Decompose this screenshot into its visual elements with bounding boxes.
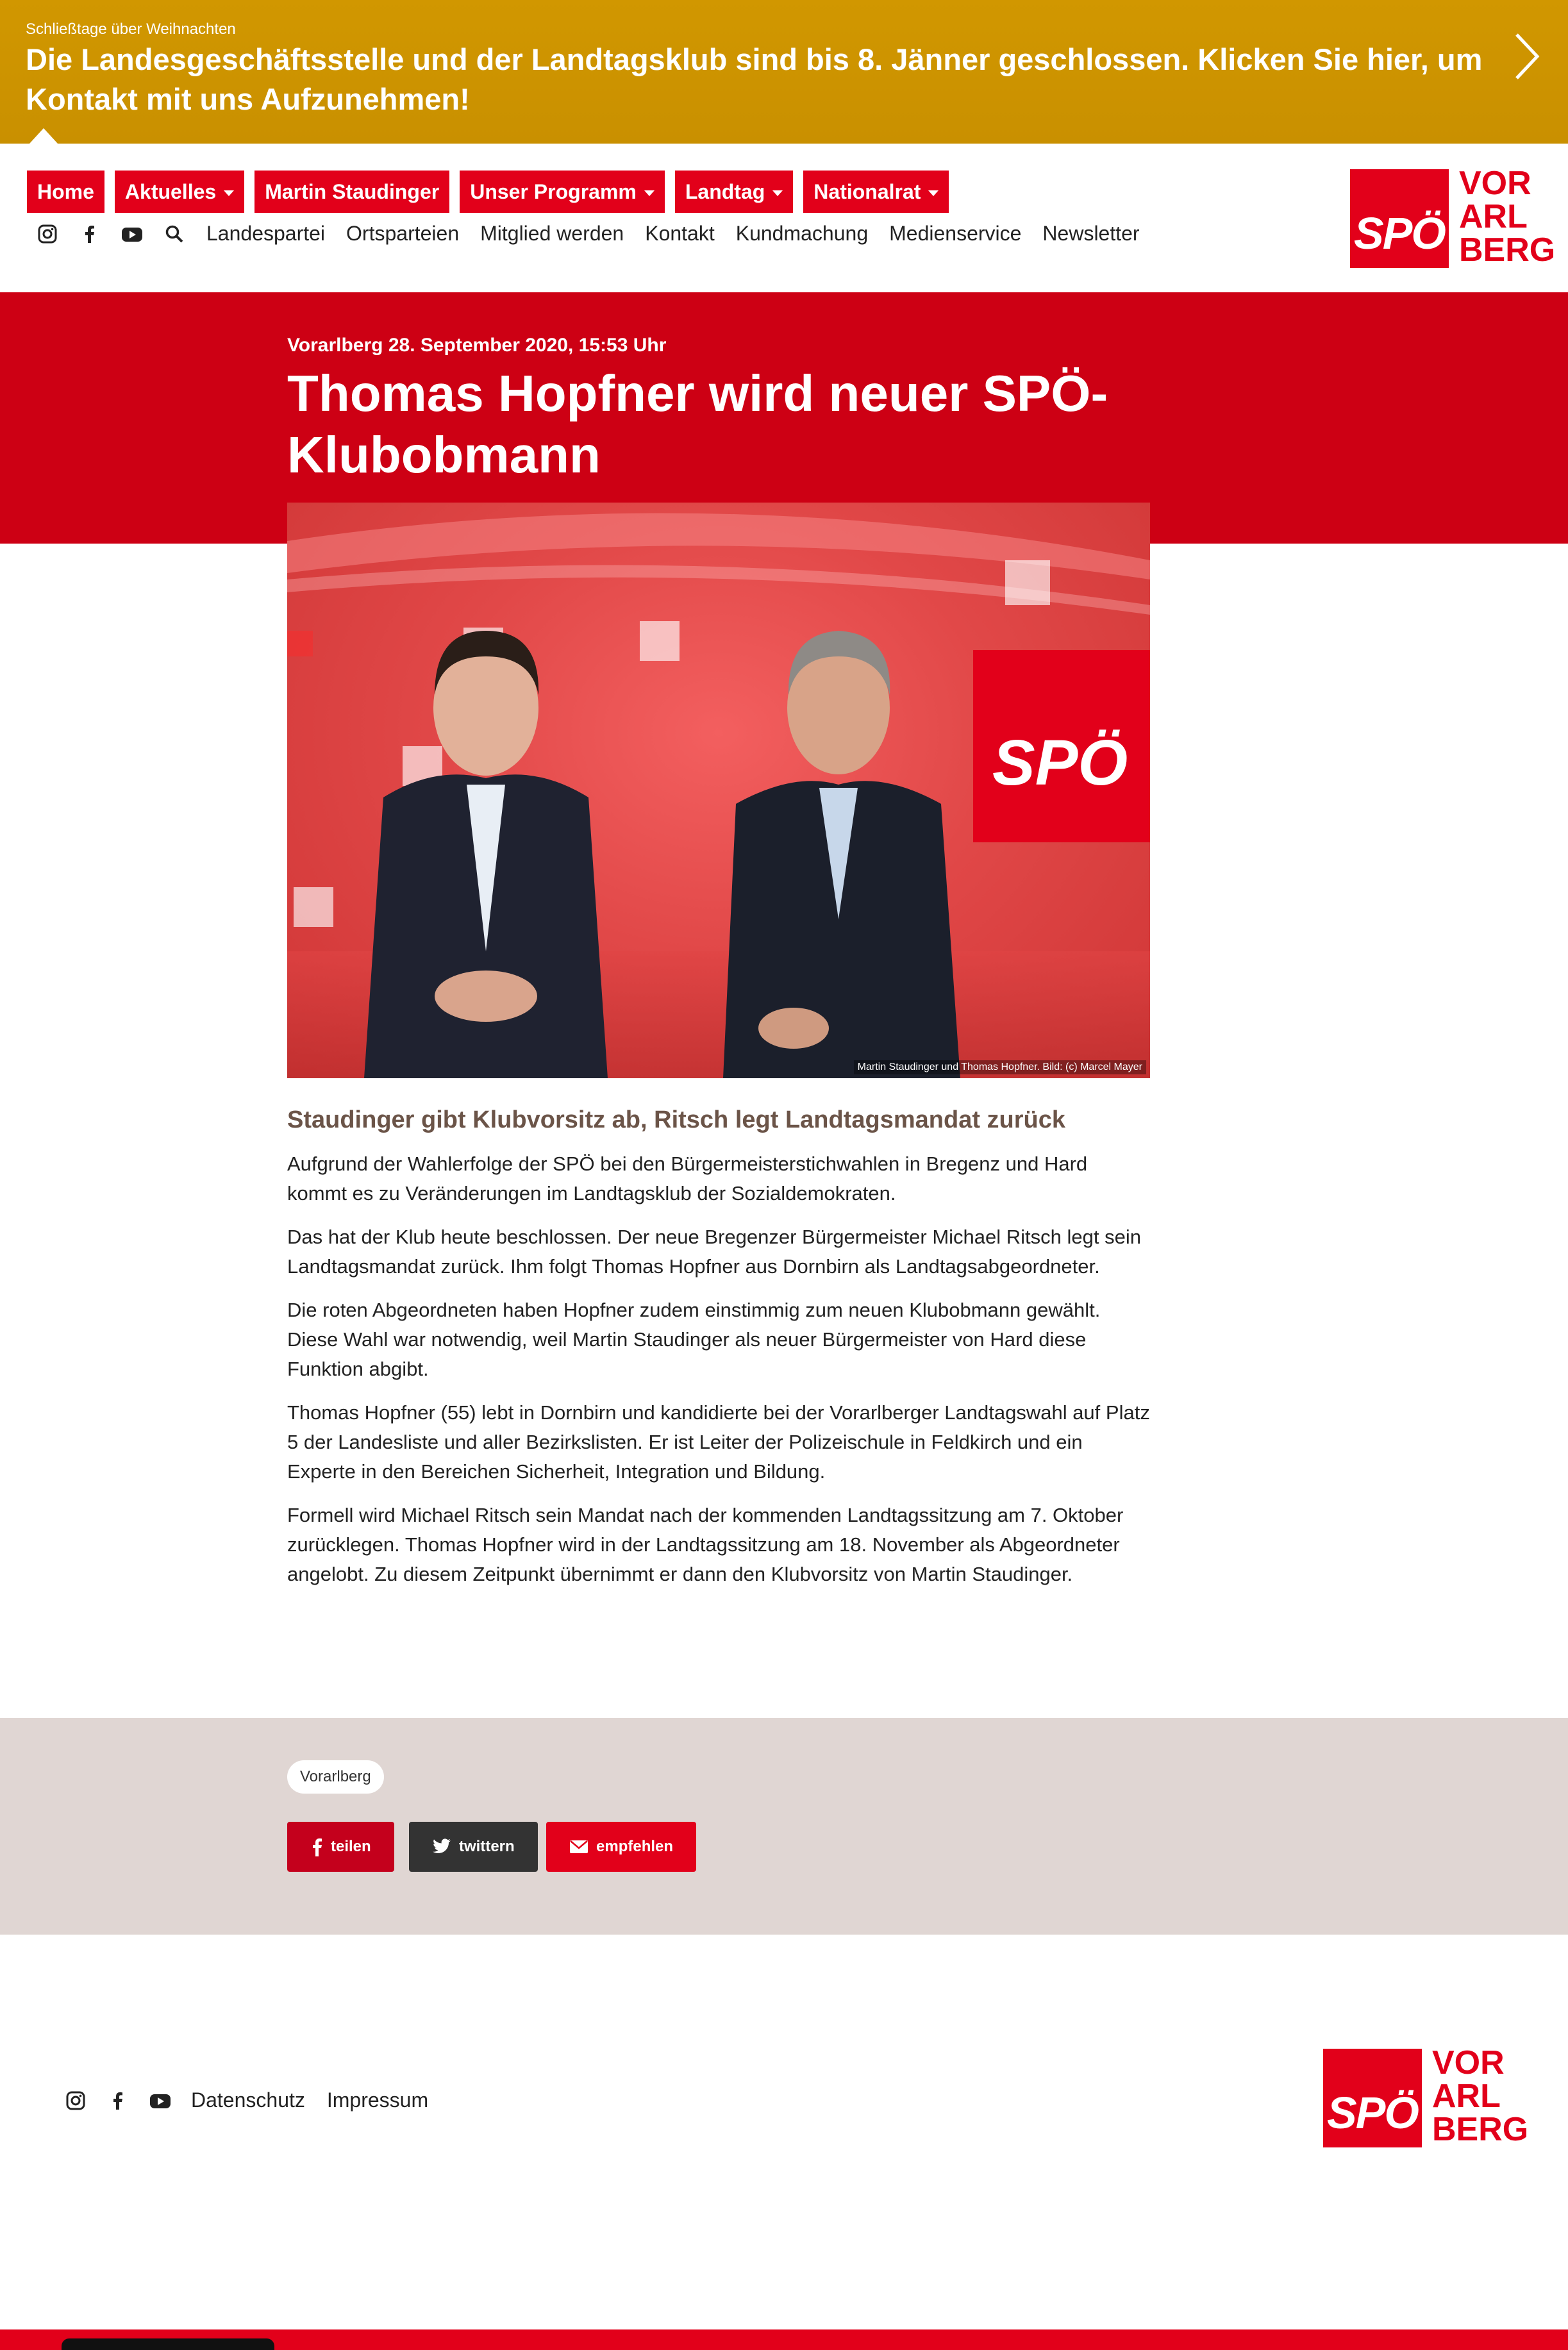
caret-down-icon [928, 190, 938, 196]
banner-text[interactable]: Die Landesgeschäftsstelle und der Landtagsklub sind bis 8. Jänner geschlossen. Klicken Sie hier, um Kontakt mit uns Aufzunehmen! [26, 42, 1483, 116]
article-subhead: Staudinger gibt Klubvorsitz ab, Ritsch legt Landtagsmandat zurück [287, 1106, 1066, 1133]
subnav-newsletter[interactable]: Newsletter [1042, 222, 1140, 245]
footer-links [64, 2088, 450, 2112]
article-title: Thomas Hopfner wird neuer SPÖ-Klubobmann [287, 365, 1108, 483]
nav-label: Home [37, 180, 94, 203]
article-photo [287, 503, 1150, 1078]
instagram-icon[interactable] [64, 2089, 87, 2112]
photo-caption: Martin Staudinger und Thomas Hopfner. Bild: (c) Marcel Mayer [854, 1060, 1146, 1074]
subnav-ortsparteien[interactable]: Ortsparteien [346, 222, 460, 245]
logo-word-3: BERG [1432, 2111, 1529, 2148]
nav-home[interactable] [27, 171, 104, 213]
share-label: teilen [331, 1838, 371, 1855]
article-paragraph: Aufgrund der Wahlerfolge der SPÖ bei den Bürgermeisterstichwahlen in Bregenz und Hard kommt es zu Veränderungen im Landtagsklub der Sozialdemokraten. [287, 1153, 1088, 1204]
tag-vorarlberg[interactable]: Vorarlberg [287, 1760, 384, 1794]
article-paragraph: Die roten Abgeordneten haben Hopfner zudem einstimmig zum neuen Klubobmann gewählt. Diese Wahl war notwendig, weil Martin Staudinger als neuer Bürgermeister von Hard diese Funktion abgibt. [287, 1299, 1101, 1380]
envelope-icon [569, 1840, 588, 1854]
facebook-icon [310, 1837, 323, 1856]
nav-nationalrat[interactable] [803, 171, 949, 213]
instagram-icon[interactable] [36, 222, 59, 246]
nav-aktuelles[interactable] [115, 171, 244, 213]
nav-label: Martin Staudinger [265, 180, 440, 203]
article-paragraph: Das hat der Klub heute beschlossen. Der neue Bregenzer Bürgermeister Michael Ritsch legt sein Landtagsmandat zurück. Ihm folgt Thomas Hopfner aus Dornbirn als Landtagsabgeordneter. [287, 1226, 1141, 1278]
youtube-icon[interactable] [149, 2089, 172, 2112]
nav-label: Landtag [685, 180, 765, 203]
article-dateline: Vorarlberg 28. September 2020, 15:53 Uhr [287, 335, 667, 356]
banner-notch [29, 128, 58, 144]
nav-martin-staudinger[interactable] [254, 171, 449, 213]
logo-mark [1350, 169, 1449, 268]
search-icon[interactable] [163, 222, 186, 246]
logo-word-2: ARL [1459, 198, 1528, 235]
facebook-icon[interactable] [106, 2089, 129, 2112]
logo-word-1: VOR [1432, 2044, 1505, 2081]
footer-spoe-vorarlberg-logo[interactable] [1323, 2044, 1529, 2151]
article-paragraph: Thomas Hopfner (55) lebt in Dornbirn und kandidierte bei der Vorarlberger Landtagswahl auf Platz 5 der Landesliste und aller Bezirkslisten. Er ist Leiter der Polizeischule in Feldkirch und ein Experte in den Bereichen Sicherheit, Integration und Bildung. [287, 1401, 1150, 1483]
subnav-medienservice[interactable]: Medienservice [889, 222, 1022, 245]
logo-word-3: BERG [1459, 231, 1556, 269]
logo-mark-text: SPÖ [1354, 208, 1445, 258]
subnav-landespartei[interactable]: Landespartei [206, 222, 326, 245]
caret-down-icon [772, 190, 783, 196]
article-paragraph: Formell wird Michael Ritsch sein Mandat nach der kommenden Landtagssitzung am 7. Oktober zurücklegen. Thomas Hopfner wird in der Landtagssitzung am 18. November als Abgeordneter angelobt. Zu diesem Zeitpunkt übernimmt er dann den Klubvorsitz von Martin Staudinger. [287, 1504, 1124, 1585]
logo-word-2: ARL [1432, 2078, 1501, 2115]
person-staudinger [364, 631, 608, 1078]
announcement-banner[interactable] [0, 0, 1568, 144]
svg-text:SPÖ: SPÖ [992, 727, 1128, 799]
subnav-mitglied-werden[interactable]: Mitglied werden [480, 222, 624, 245]
logo-word-1: VOR [1459, 165, 1531, 202]
nav-label: Nationalrat [813, 180, 921, 203]
nav-label: Unser Programm [470, 180, 637, 203]
email-share-button[interactable] [546, 1822, 696, 1872]
nav-landtag[interactable] [675, 171, 793, 213]
twitter-share-button[interactable] [409, 1822, 538, 1872]
twitter-icon [432, 1838, 451, 1855]
share-section [0, 1718, 1568, 1935]
chevron-right-icon[interactable] [1510, 31, 1542, 82]
article-body [287, 1106, 1150, 1603]
nav-unser-programm[interactable] [460, 171, 665, 213]
spoe-vorarlberg-logo[interactable] [1350, 165, 1556, 272]
logo-mark [1323, 2049, 1422, 2147]
caret-down-icon [644, 190, 655, 196]
photo-illustration [287, 503, 1150, 1078]
bottom-bar-pill [62, 2338, 274, 2350]
logo-words [1432, 2046, 1528, 2146]
caret-down-icon [224, 190, 234, 196]
subnav-kontakt[interactable]: Kontakt [645, 222, 715, 245]
banner-kicker: Schließtage über Weihnachten [26, 21, 236, 38]
logo-words [1459, 167, 1555, 267]
sub-nav [36, 222, 1161, 246]
facebook-icon[interactable] [78, 222, 101, 246]
logo-mark-text: SPÖ [1327, 2088, 1418, 2138]
footer-datenschutz[interactable]: Datenschutz [191, 2088, 305, 2112]
share-label: empfehlen [596, 1838, 674, 1855]
site-header [0, 144, 1568, 292]
youtube-icon[interactable] [121, 222, 144, 246]
subnav-kundmachung[interactable]: Kundmachung [735, 222, 869, 245]
facebook-share-button[interactable] [287, 1822, 394, 1872]
main-nav [27, 171, 949, 213]
share-label: twittern [459, 1838, 515, 1855]
footer-impressum[interactable]: Impressum [326, 2088, 429, 2112]
person-hopfner [723, 631, 960, 1078]
nav-label: Aktuelles [124, 180, 217, 203]
